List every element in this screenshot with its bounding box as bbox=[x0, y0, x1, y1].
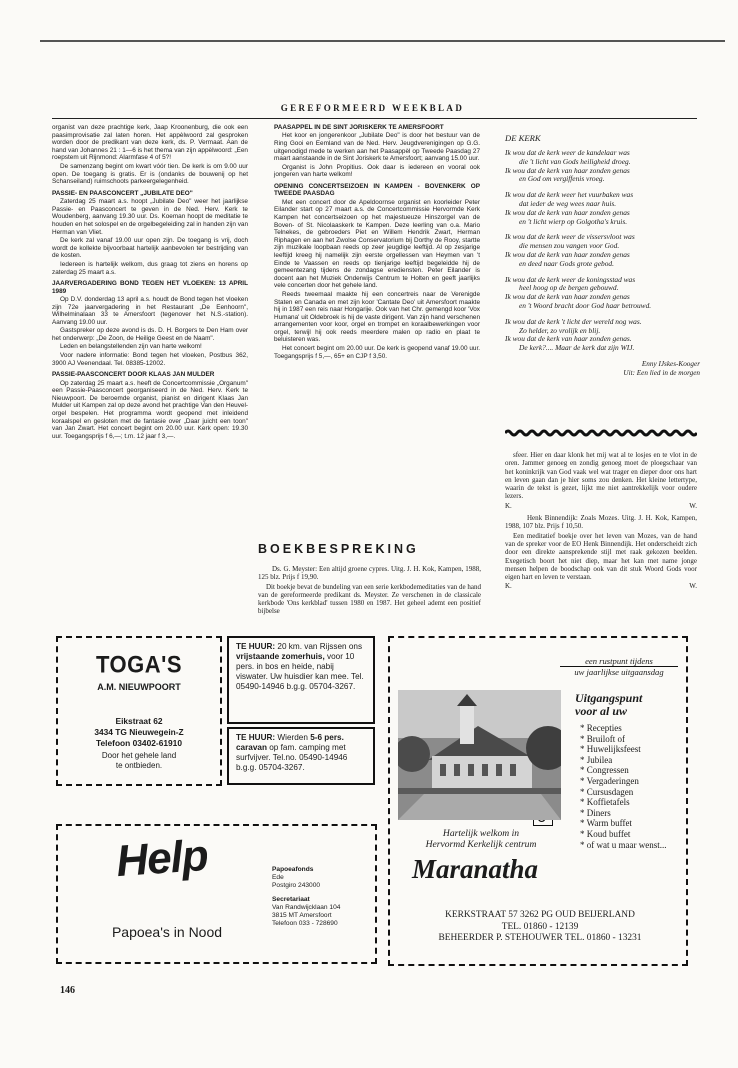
toga-name: A.M. NIEUWPOORT bbox=[97, 682, 181, 692]
poem bbox=[505, 133, 700, 377]
poem-stanza bbox=[505, 276, 700, 311]
rental-lead: TE HUUR: bbox=[236, 642, 276, 651]
fund-giro: Postgiro 243000 bbox=[272, 882, 321, 889]
help-word: Help bbox=[114, 830, 210, 887]
review-section-title: BOEKBESPREKING bbox=[258, 542, 419, 556]
rental-text: Wierden bbox=[277, 733, 308, 742]
maranatha-heading: Uitgangspunt voor al uw bbox=[575, 691, 643, 718]
poem-line: dat ieder de weg wees naar huis. bbox=[519, 198, 617, 208]
poem-line: en 't Woord bracht door God haar betrouwd. bbox=[519, 300, 652, 310]
service-item: * Recepties bbox=[580, 723, 690, 734]
signature-right: W. bbox=[689, 501, 697, 510]
fund-city: Ede bbox=[272, 874, 284, 881]
secretariat-phone: Telefoon 033 - 728690 bbox=[272, 920, 338, 927]
wavy-divider bbox=[505, 429, 697, 437]
help-ad bbox=[56, 824, 377, 964]
review-book-1 bbox=[258, 565, 481, 617]
service-item: * Jubilea bbox=[580, 755, 690, 766]
review-signature bbox=[505, 502, 697, 510]
paragraph: Leden en belangstellenden zijn van harte welkom! bbox=[60, 343, 202, 351]
help-logo bbox=[76, 828, 247, 890]
church-photo bbox=[398, 690, 561, 820]
poem-line: heel hoog op de bergen gebouwd. bbox=[519, 283, 619, 293]
rental-highlight: 5-6 pers. caravan bbox=[236, 733, 344, 752]
paragraph: De samenzang begint om kwart vóór tien. De kerk is om 9.00 uur open. De toegang is gratis. Er is (ondanks de bouwenij op het Schanseiland) ruimschoots parkeergelegenheid. bbox=[52, 162, 248, 186]
poem-title: DE KERK bbox=[505, 133, 541, 143]
poem-line: Ik wou dat de kerk van haar zonden genas bbox=[505, 249, 630, 259]
signature-left: K. bbox=[505, 501, 512, 510]
toga-city: 3434 TG Nieuwegein-Z bbox=[94, 727, 184, 737]
service-item: * Huwelijksfeest bbox=[580, 744, 690, 755]
secretariat-address: 3815 MT Amersfoort bbox=[272, 912, 332, 919]
article-heading: PAASAPPEL IN DE SINT JORISKERK TE AMERSFOORT bbox=[274, 124, 444, 131]
poem-line: Ik wou dat de kerk weer de vissersvloot was bbox=[505, 232, 635, 242]
review-signature bbox=[505, 582, 697, 590]
signature-right: W. bbox=[689, 582, 697, 591]
toga-title: TOGA'S bbox=[95, 650, 183, 679]
service-item: * Cursusdagen bbox=[580, 787, 690, 798]
service-item: * Diners bbox=[580, 808, 690, 819]
paragraph: Op zaterdag 25 maart a.s. heeft de Concertcommissie „Organum" een Passie-Paasconcert georganiseerd in de Ned. Herv. Kerk te Nieuwpoort. De beroemde organist, pianist en dirigent Klaas Jan Mulder uit Kampen zal op deze avond het prachtige Van den Heuvel-orgel bespelen. Het programma wordt geopend met inleidend koraalspel en gesloten met de fantasie over „Daar juicht een toon" van Jan Zwart. Het concert begint om 20.00 uur. Kerk open: 19.30 uur. Toegangsprijs f 6,—; t.m. 12 jaar f 3,—. bbox=[52, 379, 248, 440]
poem-line: en deed naar Gods grote gebod. bbox=[519, 258, 614, 268]
toga-note: Door het gehele land bbox=[101, 751, 177, 760]
rental-text: op fam. camping met surfvijver. Tel.no. 05490-14946 b.g.g. 05704-3267. bbox=[236, 743, 348, 772]
poem-line: Zo helder, zo vrolijk en blij. bbox=[519, 325, 601, 335]
paragraph: Op D.V. donderdag 13 april a.s. houdt de Bond tegen het vloeken zijn 72e jaarvergadering in het Restaurant „De Eenhoorn", Wilhelminalaan 33 te Amersfoort (tegenover het N.S.-station). Aanvang 19.00 uur. bbox=[52, 295, 248, 326]
rental-ad-1 bbox=[227, 636, 375, 724]
service-item: * Koffietafels bbox=[580, 797, 690, 808]
article-heading: PASSIE- EN PAASCONCERT „JUBILATE DEO" bbox=[52, 189, 193, 197]
poem-line: Ik wou dat de kerk 't licht der wereld nog was. bbox=[505, 316, 642, 326]
paragraph: Het koor en jongerenkoor „Jubilate Deo" is door het bestuur van de Ring Gooi en Eemland van de Ned. Herv. Jeugdverenigingen op G.G. uitgenodigd mede te werken aan het Paasappèl op Tweede Paasdag 27 maart aanstaande in de Sint Joriskerk te Amersfoort; aanvang 15.00 uur. bbox=[274, 132, 480, 163]
poem-line: Ik wou dat de kerk van haar zonden genas bbox=[505, 165, 630, 175]
rental-highlight: vrijstaande zomerhuis, bbox=[236, 652, 325, 661]
service-item: * Bruiloft of bbox=[580, 734, 690, 745]
page-number: 146 bbox=[60, 985, 75, 996]
poem-line: Ik wou dat de kerk van haar zonden genas bbox=[505, 207, 630, 217]
paragraph: Iedereen is hartelijk welkom, dus graag tot ziens en horens op zaterdag 25 maart a.s. bbox=[52, 260, 248, 276]
header-rule bbox=[52, 118, 697, 119]
toga-phone: Telefoon 03402-61910 bbox=[96, 738, 182, 748]
service-item: * Koud buffet bbox=[580, 829, 690, 840]
poem-author: Enny IJskes-Kooger bbox=[641, 359, 700, 368]
maranatha-address: KERKSTRAAT 57 3262 PG OUD BEIJERLAND bbox=[445, 910, 635, 920]
paragraph: organist van deze prachtige kerk, Jaap Kroonenburg, die ook een paasimprovisatie zal laten horen. Het appèlwoord zal gesproken worden door de predikant van deze kerk, ds. P. Vermaat. Aan de hand van Johannes 21 : 1—6 is het thema van zijn appèlwoord: „Een roepstem uit Rijnmond: Alarmfase 4 of 5?! bbox=[52, 124, 248, 162]
article-heading: PASSIE-PAASCONCERT DOOR KLAAS JAN MULDER bbox=[52, 371, 215, 379]
poem-stanza bbox=[505, 191, 700, 226]
top-border-line bbox=[40, 40, 725, 42]
paragraph: Met een concert door de Apeldoornse organist en koorleider Peter Eilander start op 27 maart a.s. de Concertcommissie Hervormde Kerk Kampen het concertseizoen op het majestueuze Hinszorgel van de Boven- of St. Nicolaaskerk te Kampen. Deze leerling van o.a. Mario Telnekes, de gebroeders Piet en Willem Hendrik Zwart, Herman Riphagen en aan het Zwolse Conservatorium bij Dorthy de Rooy, startte zijn muzikale loopbaan reeds op zeer jeugdige leeftijd. Al op zesjarige leeftijd kreeg hij namelijk zijn eerste orgellessen van Heymen van 't Einde te Vaassen en reeds op tienjarige leeftijd begeleidde hij de gemeentezang tijdens de zondagse erediensten. Peter Eilander is docent aan het Muziek Onderwijs Centrum te Holten en geeft jaarlijks vele concerten door het gehele land. bbox=[274, 198, 480, 290]
help-subtitle: Papoea's in Nood bbox=[111, 924, 223, 940]
secretariat-address: Van Randwijcklaan 104 bbox=[272, 904, 341, 911]
poem-line: die 't licht van Gods heiligheid droeg. bbox=[519, 156, 631, 166]
book-review-text: sfeer. Hier en daar klonk het mij wat al te losjes en te vlot in de oren. Jammer genoeg en zondig genoeg moet de ploegschaar van het koninkrijk van God vaak wel wat trager en dieper door ons hart en leven gaan dan je hier soms zou denken. Het kleine lettertype, waarin de tekst is gezet, lijkt me niet aantrekkelijk voor oudere lezers. bbox=[505, 451, 697, 501]
fund-title: Papoeafonds bbox=[272, 866, 314, 873]
paragraph: Organist is John Propitius. Ook daar is iedereen en vooral ook jongeren van harte welkom! bbox=[274, 163, 480, 179]
book-review-text: Dit boekje bevat de bundeling van een serie kerkbodemeditaties van de hand van de gereformeerde predikant ds. Meyster. Ze verschenen in de classicale kerkbode 'Ons kerkblad' tussen 1980 en 1987. Het geheel ademt een positief bijbelse bbox=[258, 582, 481, 616]
toga-note: te ontbieden. bbox=[115, 761, 163, 770]
poem-line: en 't licht wierp op Golgotha's kruis. bbox=[519, 216, 628, 226]
toga-ad bbox=[56, 636, 222, 786]
service-item: * Vergaderingen bbox=[580, 776, 690, 787]
book-citation: Henk Binnendijk: Zoals Mozes. Uitg. J. H. Kok, Kampen, 1988, 107 blz. Prijs f 10,50. bbox=[505, 514, 697, 531]
paragraph: Gastspreker op deze avond is ds. D. H. Borgers te Den Ham over het onderwerp: „De Zoon, de Heilige Geest en de Naam". bbox=[52, 327, 248, 342]
poem-line: Ik wou dat de kerk weer de kandelaar was bbox=[505, 148, 630, 157]
review-continued bbox=[505, 451, 697, 591]
poem-stanza bbox=[505, 233, 700, 268]
poem-stanza bbox=[505, 318, 700, 353]
poem-line: en God om vergiffenis vroeg. bbox=[519, 174, 605, 184]
secretariat-title: Secretariaat bbox=[272, 896, 310, 903]
poem-stanzas bbox=[505, 149, 700, 353]
help-contact bbox=[272, 866, 372, 928]
column-2 bbox=[274, 124, 480, 361]
paragraph: Reeds tweemaal maakte hij een concertreis naar de Verenigde Staten en Canada en met zijn koor 'Cantate Deo' uit Amersfoort maakte hij in 1987 een reis naar Hongarije. Ook van het Chr. gemengd koor 'Vox Humana' uit Oldebroek is hij de vaste dirigent. Van zijn hand verschenen arrangementen voor koor, orgel en trompet en koraalbewerkingen voor orgel, terwijl hij ook reeds meerdere malen op radio en plaat te beluisteren was. bbox=[274, 290, 480, 344]
rental-text: 20 km. van Rijssen ons bbox=[277, 642, 363, 651]
maranatha-services-list bbox=[580, 723, 690, 850]
paragraph: Het concert begint om 20.00 uur. De kerk is geopend vanaf 19.00 uur. Toegangsprijs f 5,—, 65+ en CJP f 3,50. bbox=[274, 345, 480, 360]
signature-left: K. bbox=[505, 582, 512, 591]
maranatha-tagline: een rustpunt tijdens uw jaarlijkse uitgaansdag bbox=[560, 656, 678, 677]
rental-lead: TE HUUR: bbox=[236, 733, 276, 742]
poem-line: die mensen zou vangen voor God. bbox=[519, 241, 620, 251]
service-item: * of wat u maar wenst... bbox=[580, 840, 690, 851]
poem-line: Ik wou dat de kerk weer het vuurbaken was bbox=[505, 190, 634, 200]
toga-street: Eikstraat 62 bbox=[115, 716, 163, 726]
book-review-text: Een meditatief boekje over het leven van Mozes, van de hand van de spreker voor de EO Henk Binnendijk. Het onderscheidt zich door een direkte aansprekende stijl met raak gekozen beelden. Exegetisch boort het niet diep, maar het kan met name jonge mensen helpen de boodschap ook van dit stuk Woord Gods voor eigen hart en leven te verstaan. bbox=[505, 531, 697, 582]
page-header: GEREFORMEERD WEEKBLAD bbox=[280, 103, 465, 113]
column-1 bbox=[52, 124, 248, 441]
article-heading: OPENING CONCERTSEIZOEN IN KAMPEN - BOVENKERK OP TWEEDE PAASDAG bbox=[274, 182, 480, 198]
paragraph: De kerk zal vanaf 19.00 uur open zijn. De toegang is vrij, doch wordt de kollekte bijvoorbaat hartelijk aanbevolen ter bestrijding van de kosten. bbox=[52, 237, 248, 260]
maranatha-manager: BEHEERDER P. STEHOUWER TEL. 01860 - 13231 bbox=[438, 933, 642, 943]
poem-line: De kerk?.... Maar de kerk dat zijn WIJ. bbox=[519, 343, 635, 353]
service-item: * Congressen bbox=[580, 765, 690, 776]
poem-source: Uit: Een lied in de morgen bbox=[623, 368, 700, 377]
paragraph: Voor nadere informatie: Bond tegen het vloeken, Postbus 362, 3900 AJ Veenendaal. Tel. 08385-12002. bbox=[52, 352, 248, 367]
rental-text: voor 10 pers. in bos en heide, nabij viswater. Uw huisdier kan mee. Tel. 05490-14946 b.g.g. 05704-3267. bbox=[236, 652, 364, 691]
maranatha-phone: TEL. 01860 - 12139 bbox=[501, 921, 579, 932]
poem-line: Ik wou dat de kerk van haar zonden genas bbox=[505, 292, 630, 302]
rental-ad-2 bbox=[227, 727, 375, 785]
poem-line: Ik wou dat de kerk weer de koningsstad was bbox=[505, 274, 636, 284]
book-citation: Ds. G. Meyster: Een altijd groene cypres. Uitg. J. H. Kok, Kampen, 1988, 125 blz. Prijs f 19,90. bbox=[258, 565, 481, 582]
maranatha-welcome: Hartelijk welkom in Hervormd Kerkelijk centrum bbox=[425, 828, 537, 850]
maranatha-name: Maranatha bbox=[412, 854, 539, 884]
maranatha-contact bbox=[410, 910, 670, 945]
paragraph: Zaterdag 25 maart a.s. hoopt „Jubilate Deo" weer het jaarlijkse Passie- en Paasconcert te geven in de Ned. Herv. Kerk te Woudenberg, aanvang 19.30 uur. Ds. Koeman hoopt de meditatie te houden en het solospel en de orgelbegeleiding zal in handen zijn van Herman van Vliet. bbox=[52, 198, 248, 236]
article-heading: JAARVERGADERING BOND TEGEN HET VLOEKEN: 13 APRIL 1989 bbox=[52, 280, 248, 295]
poem-stanza bbox=[505, 149, 700, 184]
service-item: * Warm buffet bbox=[580, 818, 690, 829]
poem-line: Ik wou dat de kerk van haar zonden genas. bbox=[505, 334, 632, 344]
